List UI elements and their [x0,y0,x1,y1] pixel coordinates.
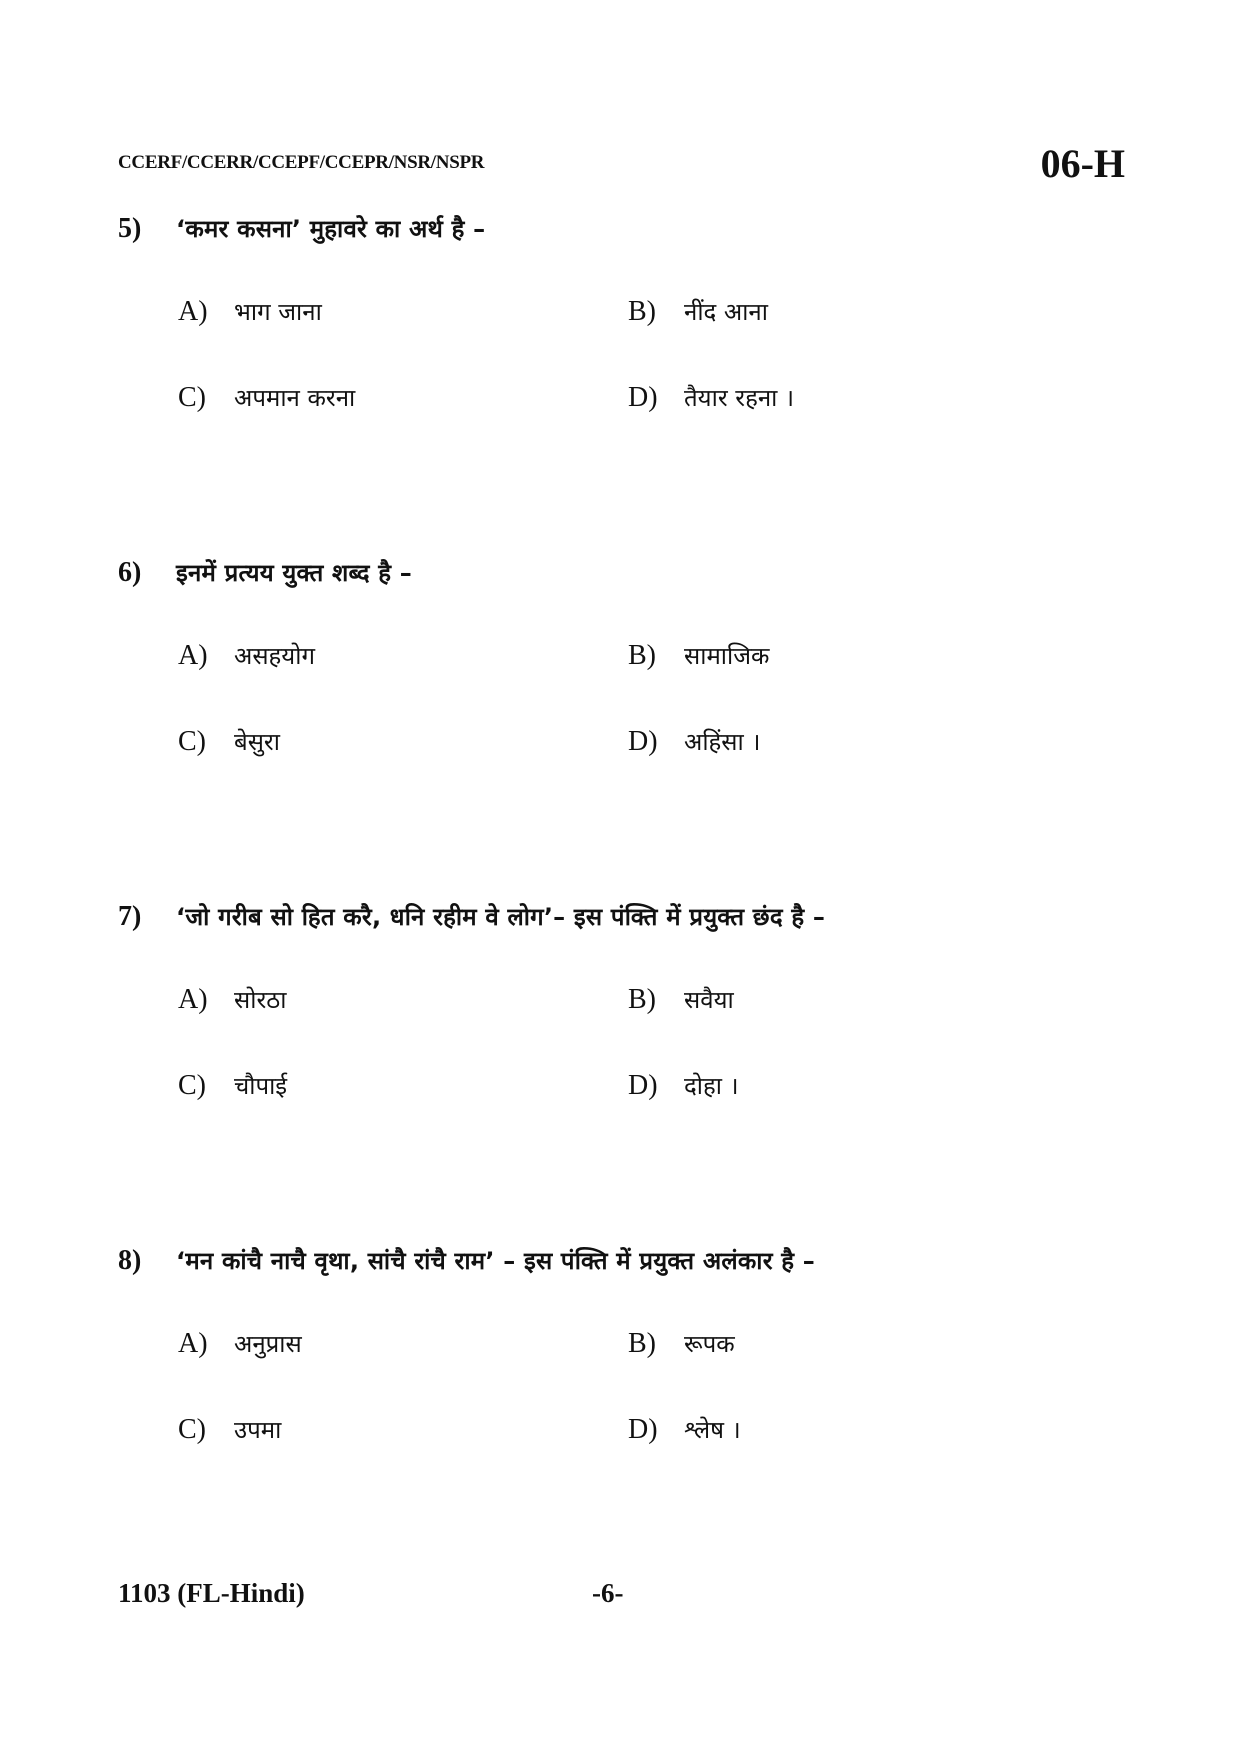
question-text: ‘मन कांचै नाचै वृथा, सांचै रांचै राम’ – इस पंक्ति में प्रयुक्त अलंकार है – [176,1247,815,1275]
option-letter: C) [178,726,206,757]
option-letter: D) [628,382,658,413]
page-number: -6- [592,1578,624,1608]
option-d [628,381,1078,414]
option-text: उपमा [234,1416,282,1444]
option-text: बेसुरा [234,728,280,756]
options [178,639,1078,811]
question-text: ‘कमर कसना’ मुहावरे का अर्थ है – [176,215,486,243]
question-number: 7) [118,901,142,932]
option-letter: B) [628,1328,656,1359]
question-number: 5) [118,213,142,244]
option-text: सवैया [684,986,734,1014]
option-text: भाग जाना [234,298,322,326]
option-a [178,1327,628,1360]
option-text: श्लेष । [684,1416,741,1444]
option-text: नींद आना [684,298,768,326]
option-text: अपमान करना [234,384,356,412]
option-letter: B) [628,640,656,671]
option-c [178,381,628,414]
option-letter: C) [178,1414,206,1445]
option-text: दोहा । [684,1072,739,1100]
option-letter: A) [178,1328,208,1359]
option-a [178,983,628,1016]
option-d [628,725,1078,758]
option-letter: C) [178,382,206,413]
question-5 [118,212,1128,467]
options [178,295,1078,467]
options [178,1327,1078,1499]
option-b [628,295,1078,328]
option-a [178,639,628,672]
option-text: अहिंसा । [684,728,761,756]
question-number: 6) [118,557,142,588]
option-letter: A) [178,640,208,671]
options [178,983,1078,1155]
option-letter: A) [178,296,208,327]
question-6 [118,556,1128,811]
option-d [628,1413,1078,1446]
option-text: रूपक [684,1330,735,1358]
option-b [628,983,1078,1016]
option-text: अनुप्रास [234,1330,302,1358]
paper-name: 1103 (FL-Hindi) [118,1578,305,1608]
option-c [178,725,628,758]
option-c [178,1069,628,1102]
option-b [628,639,1078,672]
paper-code: 06-H [1040,141,1125,186]
option-a [178,295,628,328]
question-7 [118,900,1128,1155]
option-letter: B) [628,296,656,327]
question-number: 8) [118,1245,142,1276]
option-letter: D) [628,1070,658,1101]
option-text: असहयोग [234,642,315,670]
option-text: सामाजिक [684,642,770,670]
option-letter: C) [178,1070,206,1101]
option-d [628,1069,1078,1102]
option-text: सोरठा [234,986,287,1014]
option-text: तैयार रहना । [684,384,795,412]
question-8 [118,1244,1128,1499]
question-text: इनमें प्रत्यय युक्त शब्द है – [176,559,412,587]
question-text: ‘जो गरीब सो हित करै, धनि रहीम वे लोग’– इस पंक्ति में प्रयुक्त छंद है – [176,903,826,931]
option-text: चौपाई [234,1072,288,1100]
option-c [178,1413,628,1446]
option-letter: D) [628,726,658,757]
exam-codes: CCERF/CCERR/CCEPF/CCEPR/NSR/NSPR [118,152,485,173]
option-b [628,1327,1078,1360]
option-letter: A) [178,984,208,1015]
option-letter: B) [628,984,656,1015]
option-letter: D) [628,1414,658,1445]
